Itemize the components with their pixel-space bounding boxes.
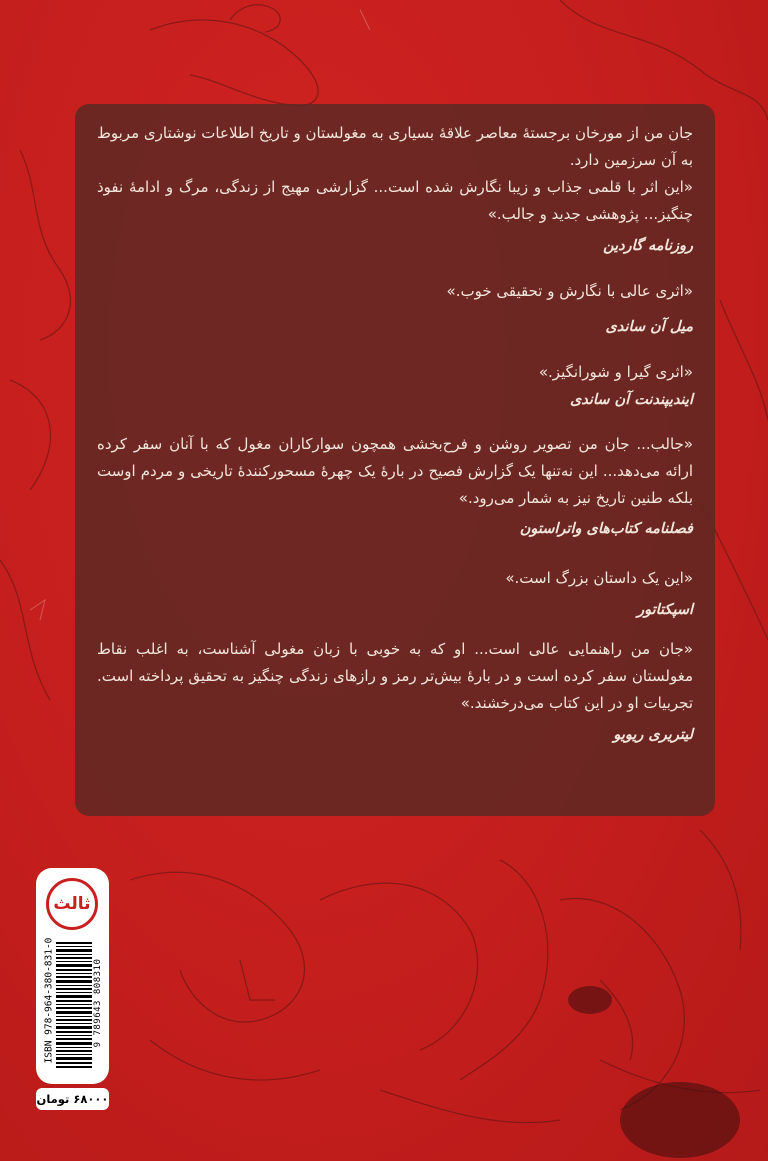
isbn-number [43, 937, 55, 1070]
review-quote: «این یک داستان بزرگ است.» [505, 569, 693, 587]
review-source: لیتریری ریویو [613, 727, 693, 743]
review-source: میل آن ساندی [605, 319, 693, 335]
publisher-logo [46, 878, 98, 930]
review-panel [75, 104, 715, 816]
review-quote: «این اثر با قلمی جذاب و زیبا نگارش شده است... گزارشی مهیج از زندگی، مرگ و ادامهٔ نفوذ چنگیز... پژوهشی جدید و جالب.» [97, 178, 693, 223]
isbn-label [36, 868, 109, 1084]
review-quote: «اثری گیرا و شورانگیز.» [538, 363, 693, 381]
review-source: ایندیپندنت آن ساندی [569, 392, 693, 408]
publisher-logo-text: ثالث [53, 894, 91, 914]
review-quote: «جالب... جان من تصویر روشن و فرح‌بخشی همچون سوارکاران مغول که با آنان سفر کرده ارائه می‌دهد... این نه‌تنها یک گزارش فصیح در بارهٔ یک چهرهٔ مسحورکنندهٔ تاریخی و مردم اوست بلکه طنین تاریخ نیز به شمار می‌رود.» [97, 435, 693, 507]
isbn-text: ISBN 978-964-380-831-0 [43, 937, 55, 1064]
price-label: ۶۸۰۰۰ تومان [36, 1088, 109, 1110]
barcode [56, 942, 92, 1068]
author-intro: جان من از مورخان برجستهٔ معاصر علاقهٔ بسیاری به مغولستان و تاریخ اطلاعات نوشتاری مربوط به آن سرزمین دارد. [97, 124, 693, 169]
review-source: روزنامه گاردین [603, 238, 693, 254]
barcode-digits [92, 938, 104, 1072]
review-source: اسپکتاتور [637, 602, 693, 618]
barcode-digits-text: 9 789643 808310 [93, 958, 103, 1048]
review-quote: «اثری عالی با نگارش و تحقیقی خوب.» [446, 282, 693, 300]
review-quote: «جان من راهنمایی عالی است... او که به خوبی با زبان مغولی آشناست، به اغلب نقاط مغولستان سفر کرده است و در بارهٔ بیش‌تر رمز و رازهای زندگی چنگیز به تحقیق پرداخته است. تجربیات او در این کتاب می‌درخشند.» [97, 640, 693, 712]
review-source: فصلنامه کتاب‌های واتراستون [519, 521, 693, 537]
